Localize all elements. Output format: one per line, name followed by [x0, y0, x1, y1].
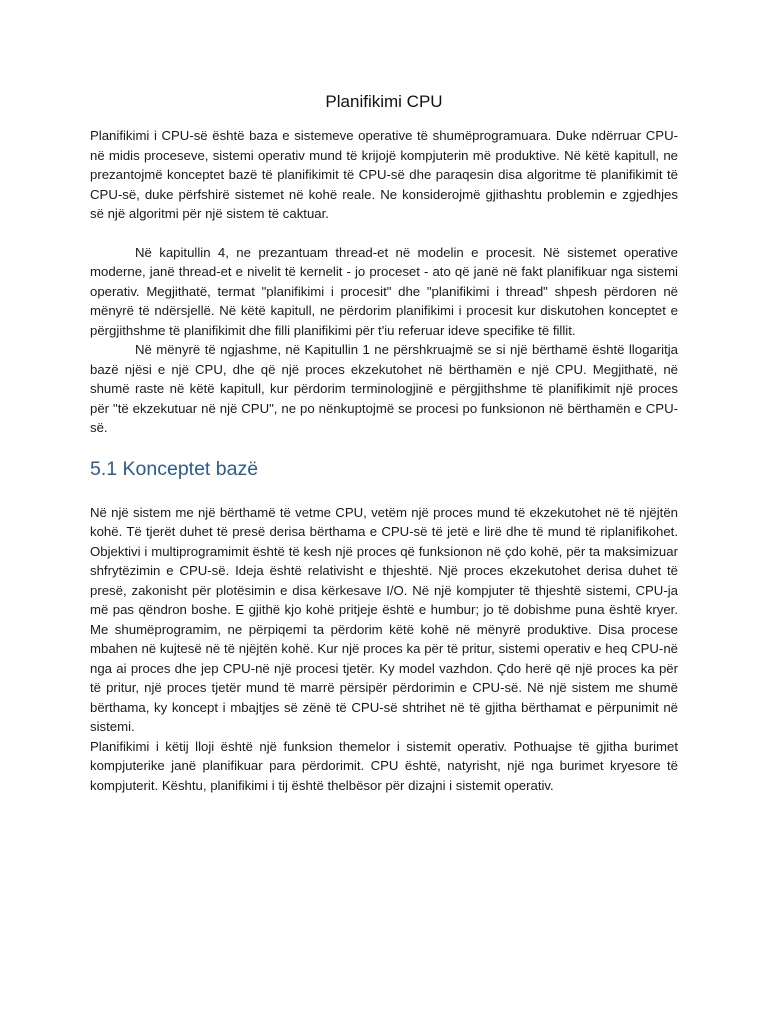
section-heading: 5.1 Konceptet bazë — [90, 457, 259, 480]
intro-paragraph: Planifikimi i CPU-së është baza e sistemeve operative të shumëprogramuara. Duke ndërruar CPU-në midis proceseve, sistemi operativ mund të krijojë kompjuterin më produktive. Në këtë kapitull, ne prezantojmë konceptet bazë të planifikimit të CPU-së dhe paraqesin disa algoritme të planifikimit të CPU-së, duke përfshirë sistemet në kohë reale. Ne konsiderojmë gjithashtu problemin e zgjedhjes së një algoritmi për një sistem të caktuar. — [90, 128, 678, 221]
section-paragraph-1: Në një sistem me një bërthamë të vetme CPU, vetëm një proces mund të ekzekutohet në të njëjtën kohë. Të tjerët duhet të presë derisa bërthama e CPU-së të jetë e lirë dhe të mund të riplanifikohet. Objektivi i multiprogramimit është të kesh një proces që funksionon në çdo kohë, për ta maksimizuar shfrytëzimin e CPU-së. Ideja është relativisht e thjeshtë. Një proces ekzekutohet derisa duhet të presë, zakonisht për plotësimin e disa kërkesave I/O. Në një kompjuter të thjeshtë sistemi, CPU-ja më pas qëndron boshe. E gjithë kjo kohë pritjeje është e humbur; jo të dobishme puna është kryer. Me shumëprogramim, ne përpiqemi ta përdorim këtë kohë në mënyrë produktive. Disa procese mbahen në kujtesë në të njëjtën kohë. Kur një proces ka për të pritur, sistemi operativ e heq CPU-në nga ai proces dhe jep CPU-në një procesi tjetër. Ky model vazhdon. Çdo herë që një proces ka për të pritur, një proces tjetër mund të marrë përsipër përdorimin e CPU-së. Në një sistem me shumë bërthama, ky koncept i mbajtjes së zënë të CPU-së shtrihet në të gjitha bërthamat e përpunimit në sistemi. — [90, 504, 678, 734]
page-title: Planifikimi CPU — [325, 92, 443, 111]
section-paragraph-2: Planifikimi i këtij lloji është një funksion themelor i sistemit operativ. Pothuajse të gjitha burimet kompjuterike janë planifikuar para përdorimit. CPU është, natyrisht, një nga burimet kryesore të kompjuterit. Kështu, planifikimi i tij është thelbësor për dizajni i sistemit operativ. — [90, 738, 678, 793]
document-page — [90, 92, 678, 795]
body-paragraph-3: Në mënyrë të ngjashme, në Kapitullin 1 ne përshkruajmë se si një bërthamë është llogaritja bazë njësi e një CPU, dhe që një proces ekzekutohet në bërthamën e një CPU. Megjithatë, në shumë raste në këtë kapitull, kur përdorim terminologjinë e përgjithshme të planifikimit një proces për "të ekzekutuar në një CPU", ne po nënkuptojmë se procesi po funksionon në bërthamën e CPU-së. — [90, 342, 678, 435]
body-paragraph-2: Në kapitullin 4, ne prezantuam thread-et në modelin e procesit. Në sistemet operative moderne, janë thread-et e nivelit të kernelit - jo proceset - ato që janë në fakt planifikuar nga sistemi operativ. Megjithatë, termat "planifikimi i procesit" dhe "planifikimi i thread" shpesh përdoren në mënyrë të ndërsjellë. Në këtë kapitull, ne përdorim planifikimi i procesit kur diskutohen konceptet e përgjithshme të planifikimit dhe filli planifikimi për t'iu referuar ideve specifike të fillit. — [90, 244, 678, 338]
